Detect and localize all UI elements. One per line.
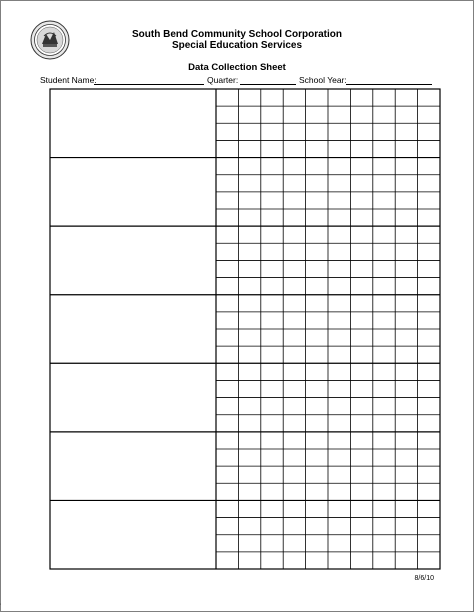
corner-mark: ' xyxy=(0,604,2,610)
section-label-cell[interactable] xyxy=(50,226,216,295)
section-label-cell[interactable] xyxy=(50,158,216,227)
revision-date: 8/6/10 xyxy=(414,575,434,582)
section-label-cell[interactable] xyxy=(50,89,216,158)
school-year-label: School Year: xyxy=(299,75,347,85)
section-label-cell[interactable] xyxy=(50,363,216,432)
organization-name: South Bend Community School Corporation xyxy=(132,29,342,40)
student-name-label: Student Name: xyxy=(40,75,97,85)
section-label-cell[interactable] xyxy=(50,432,216,501)
sheet-title: Data Collection Sheet xyxy=(188,62,286,73)
quarter-label: Quarter: xyxy=(207,75,239,85)
section-label-cell[interactable] xyxy=(50,500,216,569)
section-label-cell[interactable] xyxy=(50,295,216,364)
department-name: Special Education Services xyxy=(171,40,303,51)
